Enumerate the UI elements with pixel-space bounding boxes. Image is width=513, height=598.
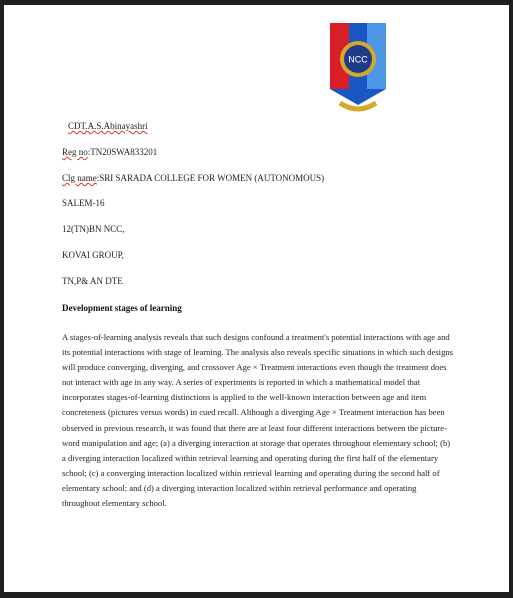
directorate-line: TN,P& AN DTE [62, 276, 123, 286]
registration-number: Reg no:TN20SWA833201 [62, 147, 158, 157]
city-line: SALEM-16 [62, 198, 105, 208]
section-heading: Development stages of learning [62, 303, 182, 313]
logo-text: NCC [348, 54, 368, 65]
cadet-name: CDT.A.S.Abinayashri [68, 121, 148, 131]
ncc-logo [326, 19, 390, 117]
group-line: KOVAI GROUP, [62, 250, 124, 260]
unit-line: 12(TN)BN NCC, [62, 224, 125, 234]
document-page [4, 5, 509, 592]
body-paragraph: A stages-of-learning analysis reveals that such designs confound a treatment's potential interactions with age and its potential interactions with stage of learning. The analysis also reveals specific situations in which such designs will produce converging, diverging, and crossover Age × Treatment interactions even though the treatment does not interact with age in any way. A series of experiments is reported in which a mathematical model that incorporates stages-of-learning distinctions is applied to the well-known interaction between age and item concreteness (pictures versus words) in cued recall. Although a diverging Age × Treatment interaction has been observed in previous research, it was found that there are at least four different interactions between the picture-word manipulation and age; (a) a diverging interaction at storage that operates throughout elementary school; (b) a diverging interaction localized within retrieval learning and operating during the first half of the elementary school; (c) a converging interaction localized within retrieval learning and operating during the second half of elementary school; and (d) a diverging interaction localized within retrieval performance and operating throughout elementary school. [62, 332, 454, 509]
college-name: Clg name:SRI SARADA COLLEGE FOR WOMEN (AUTONOMOUS) [62, 173, 325, 183]
